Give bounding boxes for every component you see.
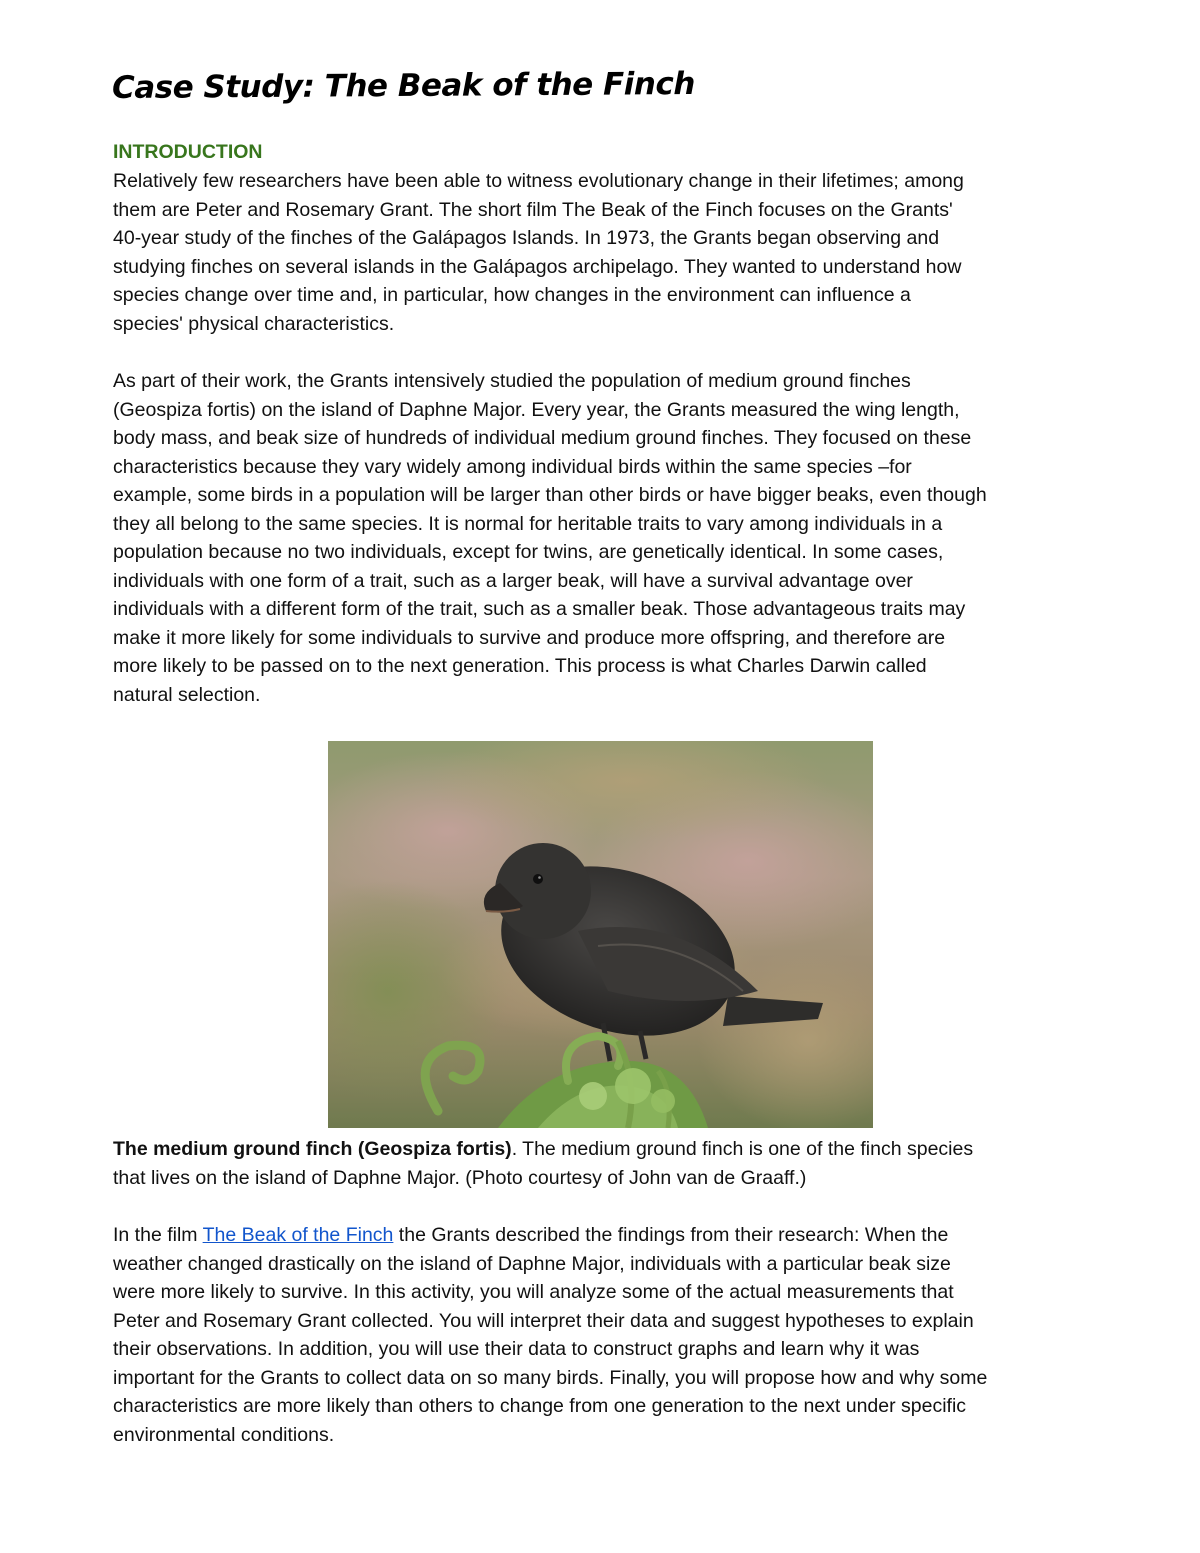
paragraph-3-rest: the Grants described the findings from their research: When the weather changed drastically on the island of Daphne Major, individuals with a particular beak size were more likely to survive. In this activity, you will analyze some of the actual measurements that Peter and Rosemary Grant collected. You will interpret their data and suggest hypotheses to explain their observations. In addition, you will use their data to construct graphs and learn why it was important for the Grants to collect data on so many birds. Finally, you will propose how and why some characteristics are more likely than others to change from one generation to the next under specific environmental conditions.	[113, 1224, 988, 1446]
document-title: Case Study: The Beak of the Finch	[111, 65, 695, 107]
intro-paragraph-1: Relatively few researchers have been able to witness evolutionary change in their lifetimes; among them are Peter and Rosemary Grant. The short film The Beak of the Finch focuses on the Grants' 40-year study of the finches of the Galápagos Islands. In 1973, the Grants began observing and studying finches on several islands in the Galápagos archipelago. They wanted to understand how species change over time and, in particular, how changes in the environment can influence a species' physical characteristics.	[113, 170, 964, 335]
intro-paragraph-3	[113, 1221, 1093, 1449]
intro-paragraph-2: As part of their work, the Grants intensively studied the population of medium ground finches (Geospiza fortis) on the island of Daphne Major. Every year, the Grants measured the wing length, body mass, and beak size of hundreds of individual medium ground finches. They focused on these characteristics because they vary widely among individual birds within the same species –for example, some birds in a population will be larger than other birds or have bigger beaks, even though they all belong to the same species. It is normal for heritable traits to vary among individuals in a population because no two individuals, except for twins, are genetically identical. In some cases, individuals with one form of a trait, such as a larger beak, will have a survival advantage over individuals with a different form of the trait, such as a smaller beak. Those advantageous traits may make it more likely for some individuals to survive and produce more offspring, and therefore are more likely to be passed on to the next generation. This process is what Charles Darwin called natural selection.	[113, 370, 987, 706]
photo-caption	[113, 1135, 1093, 1192]
caption-text: . The medium ground finch is one of the finch species that lives on the island of Daphne Major. (Photo courtesy of John van de Graaff.)	[113, 1138, 974, 1189]
finch-photo	[328, 741, 873, 1128]
finch-photo-illustration	[328, 741, 873, 1128]
beak-of-the-finch-link[interactable]: The Beak of the Finch	[202, 1224, 394, 1246]
section-heading-introduction: INTRODUCTION	[113, 141, 263, 163]
paragraph-3-prefix: In the film	[113, 1224, 203, 1246]
caption-bold-title: The medium ground finch (Geospiza fortis)	[113, 1138, 512, 1160]
